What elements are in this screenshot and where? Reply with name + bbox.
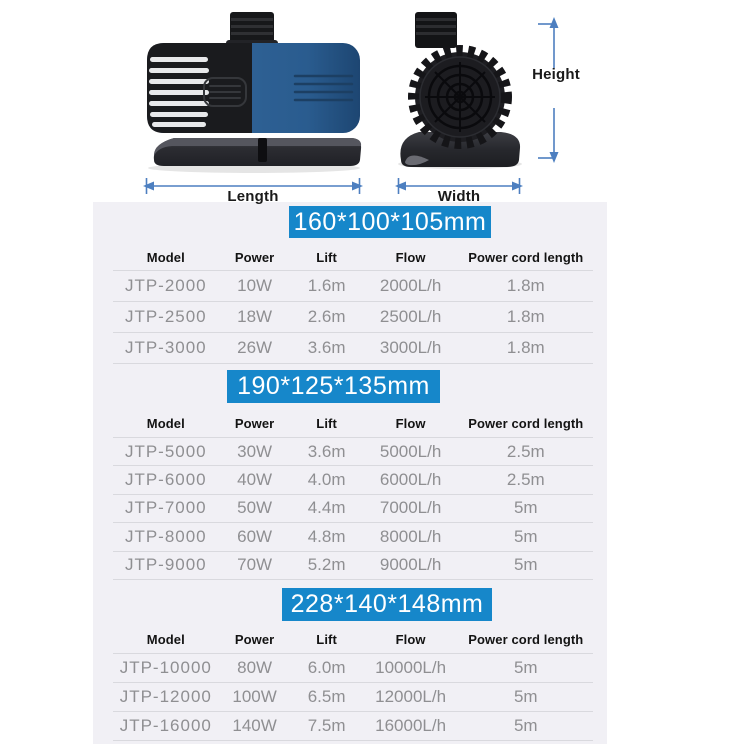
table-row xyxy=(113,552,593,580)
col-header-lift: Lift xyxy=(316,632,337,647)
cell-flow: 2000L/h xyxy=(379,276,442,295)
cell-power: 80W xyxy=(237,658,273,677)
spec-table-2 xyxy=(113,410,593,580)
table-row xyxy=(113,523,593,551)
cell-flow: 8000L/h xyxy=(379,526,442,546)
cell-flow: 2500L/h xyxy=(379,307,442,326)
cell-lift: 4.0m xyxy=(307,470,346,490)
table-3-header-row xyxy=(113,626,593,653)
col-header-lift: Lift xyxy=(316,416,337,431)
cell-power: 30W xyxy=(237,441,273,461)
col-header-cord: Power cord length xyxy=(468,416,584,431)
cell-flow: 7000L/h xyxy=(379,498,442,518)
cell-cord: 5m xyxy=(513,687,538,706)
cell-flow: 6000L/h xyxy=(379,470,442,490)
length-label: Length xyxy=(227,188,279,205)
cell-model: JTP-7000 xyxy=(124,498,207,518)
cell-flow: 3000L/h xyxy=(379,338,442,357)
table-row xyxy=(113,683,593,712)
cell-cord: 1.8m xyxy=(506,276,545,295)
cell-cord: 5m xyxy=(513,555,538,575)
cell-model: JTP-9000 xyxy=(124,555,207,575)
table-row xyxy=(113,302,593,333)
pump-front-view-image xyxy=(395,10,530,175)
cell-model: JTP-16000 xyxy=(119,716,212,735)
table-row xyxy=(113,271,593,302)
cell-flow: 12000L/h xyxy=(375,687,447,706)
pump-side-view-image xyxy=(140,10,365,175)
col-header-lift: Lift xyxy=(316,249,337,265)
cell-power: 18W xyxy=(237,307,273,326)
cell-flow: 9000L/h xyxy=(379,555,442,575)
col-header-model: Model xyxy=(146,249,185,265)
cell-power: 40W xyxy=(237,470,273,490)
cell-power: 70W xyxy=(237,555,273,575)
col-header-cord: Power cord length xyxy=(468,249,584,265)
cell-flow: 5000L/h xyxy=(379,441,442,461)
cell-model: JTP-12000 xyxy=(119,687,212,706)
cell-cord: 1.8m xyxy=(506,338,545,357)
col-header-power: Power xyxy=(234,416,275,431)
cell-model: JTP-2500 xyxy=(124,307,207,326)
cell-model: JTP-3000 xyxy=(124,338,207,357)
cell-power: 10W xyxy=(237,276,273,295)
size-text-2: 190*125*135mm xyxy=(237,372,430,400)
col-header-power: Power xyxy=(234,249,275,265)
table-1-rows xyxy=(113,270,593,364)
table-1-header-row xyxy=(113,244,593,270)
col-header-model: Model xyxy=(146,416,185,431)
spec-table-3 xyxy=(113,626,593,741)
col-header-power: Power xyxy=(234,632,275,647)
cell-power: 50W xyxy=(237,498,273,518)
cell-model: JTP-5000 xyxy=(124,441,207,461)
height-dimension-arrow xyxy=(538,14,568,166)
cell-cord: 2.5m xyxy=(506,441,545,461)
cell-lift: 5.2m xyxy=(307,555,346,575)
col-header-flow: Flow xyxy=(395,249,426,265)
spec-table-1 xyxy=(113,244,593,364)
cell-lift: 3.6m xyxy=(307,441,346,461)
cell-lift: 4.8m xyxy=(307,526,346,546)
size-header-1 xyxy=(289,206,491,238)
cell-cord: 5m xyxy=(513,658,538,677)
table-2-header-row xyxy=(113,410,593,437)
cell-power: 100W xyxy=(232,687,277,706)
cell-lift: 2.6m xyxy=(307,307,346,326)
table-row xyxy=(113,654,593,683)
cell-lift: 6.0m xyxy=(307,658,346,677)
cell-cord: 5m xyxy=(513,526,538,546)
cell-cord: 5m xyxy=(513,716,538,735)
cell-lift: 3.6m xyxy=(307,338,346,357)
cell-cord: 1.8m xyxy=(506,307,545,326)
cell-model: JTP-6000 xyxy=(124,470,207,490)
col-header-flow: Flow xyxy=(395,416,426,431)
width-label: Width xyxy=(437,188,481,205)
dimension-diagram xyxy=(0,0,750,205)
col-header-model: Model xyxy=(146,632,185,647)
cell-flow: 10000L/h xyxy=(375,658,447,677)
size-header-3 xyxy=(282,588,492,621)
cell-model: JTP-10000 xyxy=(119,658,212,677)
height-label: Height xyxy=(532,66,580,83)
cell-power: 60W xyxy=(237,526,273,546)
cell-model: JTP-8000 xyxy=(124,526,207,546)
table-row xyxy=(113,333,593,364)
cell-lift: 7.5m xyxy=(307,716,346,735)
table-row xyxy=(113,712,593,741)
table-3-rows xyxy=(113,653,593,741)
cell-cord: 5m xyxy=(513,498,538,518)
size-text-3: 228*140*148mm xyxy=(290,590,484,618)
cell-power: 140W xyxy=(232,716,277,735)
cell-flow: 16000L/h xyxy=(375,716,447,735)
col-header-flow: Flow xyxy=(395,632,426,647)
table-row xyxy=(113,438,593,466)
cell-model: JTP-2000 xyxy=(124,276,207,295)
table-2-rows xyxy=(113,437,593,580)
cell-lift: 6.5m xyxy=(307,687,346,706)
table-row xyxy=(113,495,593,523)
size-text-1: 160*100*105mm xyxy=(293,207,487,236)
cell-cord: 2.5m xyxy=(506,470,545,490)
cell-lift: 4.4m xyxy=(307,498,346,518)
size-header-2 xyxy=(227,370,440,403)
cell-power: 26W xyxy=(237,338,273,357)
table-row xyxy=(113,466,593,494)
col-header-cord: Power cord length xyxy=(468,632,584,647)
cell-lift: 1.6m xyxy=(307,276,346,295)
